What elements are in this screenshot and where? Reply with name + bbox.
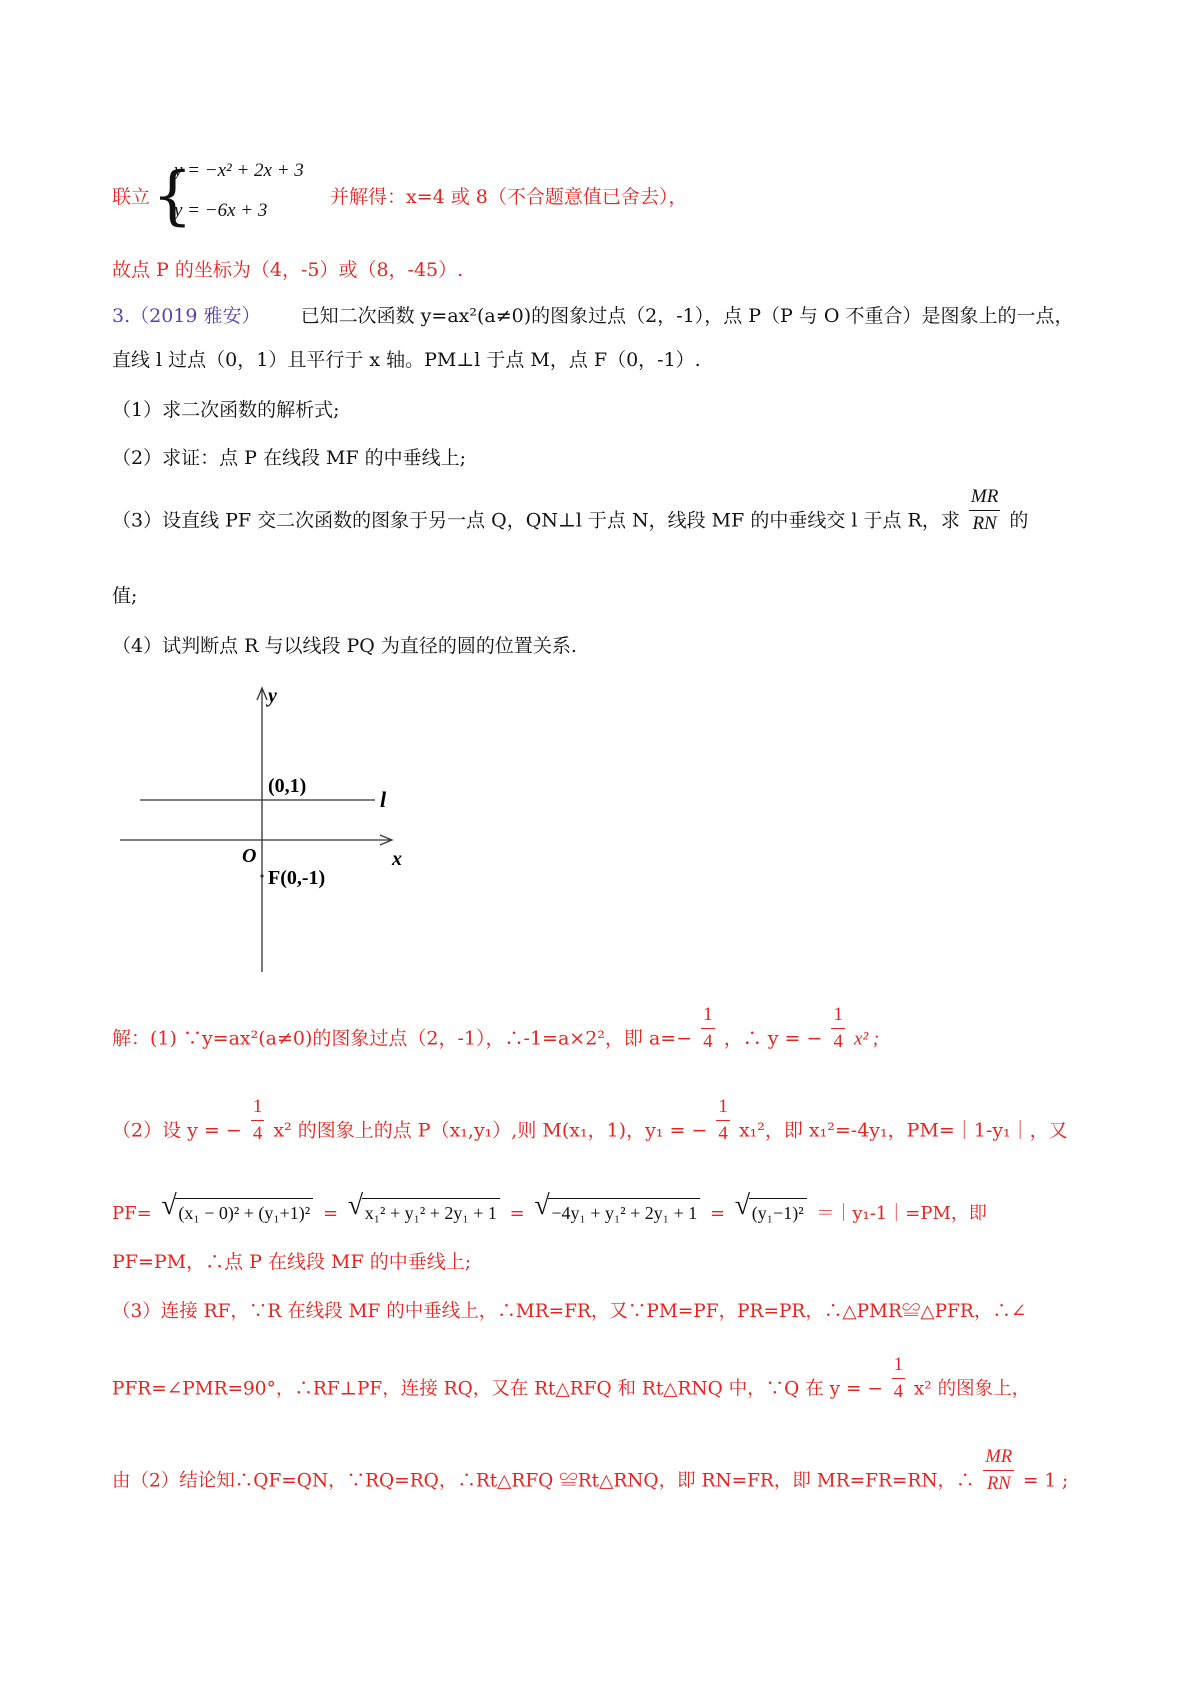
solution-1-fraction-a bbox=[701, 1002, 715, 1055]
sqrt-4 bbox=[734, 1190, 807, 1227]
solution-1 bbox=[112, 1004, 880, 1055]
question-3-tail: 的 bbox=[1009, 509, 1029, 532]
fraction-numerator: 1 bbox=[831, 1002, 845, 1029]
solution-3-fraction-a bbox=[892, 1352, 905, 1405]
fraction-denominator: 4 bbox=[893, 1382, 903, 1402]
sqrt-3 bbox=[534, 1190, 700, 1227]
solution-3-line-1: （3）连接 RF，∵R 在线段 MF 的中垂线上，∴MR=FR，又∵PM=PF，PR=PR，∴△PMR≌△PFR，∴∠ bbox=[112, 1301, 1027, 1322]
sqrt-radicand-2: x₁² + y₁² + 2y₁ + 1 bbox=[362, 1198, 500, 1227]
fraction-numerator: MR bbox=[969, 484, 1000, 511]
sqrt-radicand-4: (y₁−1)² bbox=[749, 1198, 807, 1227]
solution-3-text-d: 由（2）结论知∴QF=QN，∵RQ=RQ，∴Rt△RFQ ≌Rt△RNQ，即 RN=FR，即 MR=FR=RN，∴ bbox=[112, 1470, 975, 1492]
sqrt-2 bbox=[347, 1190, 500, 1227]
solution-1-text-b: ，∴ y = − bbox=[723, 1027, 823, 1050]
system-result: 并解得：x=4 或 8（不合题意值已舍去）， bbox=[330, 186, 688, 208]
problem-number-source: 3.（2019 雅安） bbox=[112, 305, 261, 327]
system-equation-2: y = −6x + 3 bbox=[174, 200, 268, 221]
fraction-denominator: RN bbox=[972, 513, 997, 534]
y-axis-label: y bbox=[268, 685, 277, 707]
question-1: （1）求二次函数的解析式; bbox=[112, 399, 340, 421]
solution-3-text-e: = 1 ; bbox=[1023, 1470, 1069, 1492]
point-f bbox=[260, 874, 263, 877]
equals-sign: = bbox=[509, 1203, 525, 1224]
fraction-denominator: 4 bbox=[833, 1031, 843, 1052]
question-2: （2）求证：点 P 在线段 MF 的中垂线上; bbox=[112, 447, 467, 469]
fraction-denominator: RN bbox=[986, 1474, 1011, 1494]
sqrt-sign: √ bbox=[534, 1190, 550, 1221]
question-3-fraction bbox=[969, 484, 1000, 537]
fraction-numerator: 1 bbox=[892, 1352, 905, 1379]
coordinate-figure bbox=[110, 680, 430, 980]
solution-3-text-b: PFR=∠PMR=90°，∴RF⊥PF，连接 RQ，又在 Rt△RFQ 和 Rt△RNQ 中，∵Q 在 y = − bbox=[112, 1378, 883, 1400]
equals-sign: = bbox=[322, 1203, 339, 1224]
fraction-numerator: MR bbox=[983, 1444, 1014, 1471]
solution-2-fraction-b bbox=[716, 1094, 730, 1147]
sqrt-radicand-1: (x₁ − 0)² + (y₁+1)² bbox=[175, 1198, 313, 1227]
problem-stem-line-1 bbox=[112, 302, 1074, 330]
question-3-line-2: 值; bbox=[112, 585, 138, 607]
solution-2-text-b: x² 的图象上的点 P（x₁,y₁）,则 M(x₁，1)，y₁ = − bbox=[273, 1119, 708, 1142]
point-01-label: (0,1) bbox=[268, 775, 307, 797]
solution-3-line-2 bbox=[112, 1355, 1031, 1405]
solution-1-text-c: x² ; bbox=[854, 1028, 880, 1050]
sqrt-sign: √ bbox=[161, 1190, 177, 1221]
solution-3-text-c: x² 的图象上， bbox=[913, 1378, 1031, 1400]
system-equation-1: y = −x² + 2x + 3 bbox=[174, 160, 304, 181]
fraction-numerator: 1 bbox=[701, 1002, 715, 1029]
fraction-denominator: 4 bbox=[703, 1031, 713, 1052]
problem-stem-text-1: 已知二次函数 y=ax²(a≠0)的图象过点（2，-1），点 P（P 与 O 不重合）是图象上的一点， bbox=[300, 305, 1074, 327]
question-4: （4）试判断点 R 与以线段 PQ 为直径的圆的位置关系. bbox=[112, 635, 577, 657]
solution-2-line-3: PF=PM，∴点 P 在线段 MF 的中垂线上; bbox=[112, 1251, 472, 1273]
sqrt-sign: √ bbox=[347, 1190, 364, 1221]
question-3-line-1 bbox=[112, 486, 1029, 537]
solution-2-text-a: （2）设 y = − bbox=[112, 1119, 242, 1142]
sqrt-radicand-3: −4y₁ + y₁² + 2y₁ + 1 bbox=[548, 1198, 700, 1227]
sqrt-sign: √ bbox=[734, 1190, 751, 1221]
x-axis-label: x bbox=[392, 848, 402, 870]
fraction-denominator: 4 bbox=[718, 1123, 728, 1144]
solution-2-text-c: x₁²，即 x₁²=-4y₁，PM=｜1-y₁｜，又 bbox=[738, 1119, 1068, 1142]
system-label: 联立 bbox=[112, 186, 151, 208]
solution-1-text-a: 解：(1) ∵y=ax²(a≠0)的图象过点（2，-1），∴-1=a×2²，即 a=− bbox=[112, 1027, 693, 1050]
point-f-label: F(0,-1) bbox=[268, 867, 326, 889]
pf-label: PF= bbox=[112, 1203, 152, 1224]
prev-conclusion: 故点 P 的坐标为（4，-5）或（8，-45）. bbox=[112, 259, 464, 281]
fraction-numerator: 1 bbox=[716, 1094, 730, 1121]
fraction-numerator: 1 bbox=[251, 1094, 265, 1121]
solution-3-line-3 bbox=[112, 1447, 1069, 1497]
solution-3-fraction-b bbox=[983, 1444, 1014, 1497]
origin-label: O bbox=[242, 845, 257, 867]
solution-2-line-2 bbox=[112, 1190, 987, 1228]
solution-2-tail: ＝｜y₁-1｜=PM，即 bbox=[816, 1203, 987, 1224]
solution-2-fraction-a bbox=[251, 1094, 265, 1147]
equals-sign: = bbox=[709, 1203, 726, 1224]
brace-symbol: { bbox=[152, 159, 193, 233]
question-3-text: （3）设直线 PF 交二次函数的图象于另一点 Q，QN⊥l 于点 N，线段 MF 的中垂线交 l 于点 R，求 bbox=[112, 509, 960, 532]
solution-1-fraction-b bbox=[831, 1002, 845, 1055]
fraction-denominator: 4 bbox=[252, 1123, 263, 1144]
sqrt-1 bbox=[161, 1190, 313, 1227]
problem-stem-line-2: 直线 l 过点（0，1）且平行于 x 轴。PM⊥l 于点 M，点 F（0，-1）. bbox=[112, 349, 701, 371]
line-l-label: l bbox=[380, 787, 387, 812]
solution-2-line-1 bbox=[112, 1096, 1068, 1147]
